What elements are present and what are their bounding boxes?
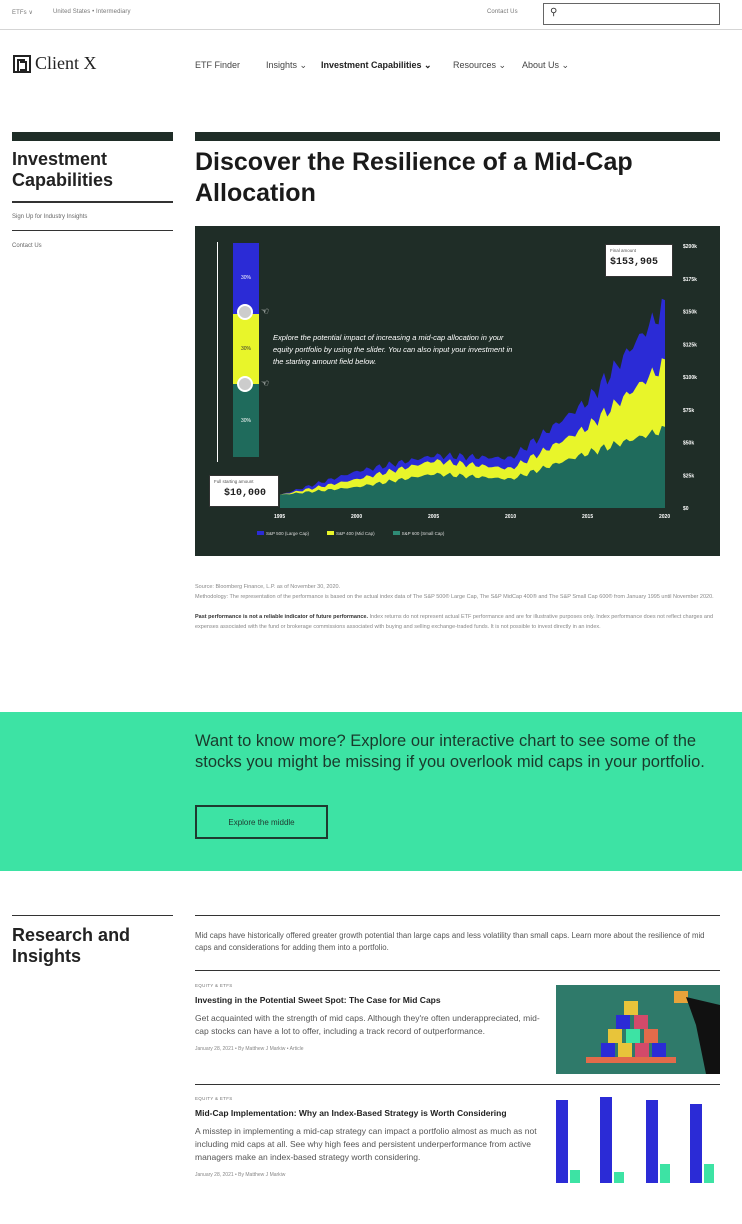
starting-amount-value: $10,000	[224, 488, 267, 499]
divider	[12, 915, 173, 916]
banner-text: Want to know more? Explore our interactive chart to see some of the stocks you might be missing if you overlook mid caps in your portfolio.	[195, 732, 705, 771]
explore-button[interactable]: Explore the middle	[195, 805, 328, 839]
allocation-slider[interactable]	[233, 243, 259, 457]
article-title[interactable]: Investing in the Potential Sweet Spot: The Case for Mid Caps	[195, 995, 441, 1005]
contact-link[interactable]: Contact Us	[487, 9, 518, 15]
drag-hand-icon: ☜	[261, 306, 270, 316]
search-input[interactable]	[543, 3, 720, 25]
slider-small-segment: 30%	[233, 384, 259, 457]
nav-investment-capabilities[interactable]: Investment Capabilities ⌄	[321, 60, 432, 70]
article-thumbnail[interactable]	[556, 985, 720, 1074]
divider	[195, 1084, 720, 1085]
sidebar-top-bar	[12, 132, 173, 141]
x-tick-label: 2020	[659, 514, 671, 520]
main-top-bar	[195, 132, 720, 141]
chevron-down-icon: ⌄	[299, 60, 308, 70]
article-tag: EQUITY & ETFS	[195, 1096, 233, 1101]
final-amount-box	[605, 244, 673, 277]
starting-amount-label: Full starting amount	[214, 479, 254, 484]
y-tick-label: $125k	[683, 342, 697, 349]
article-card[interactable]	[195, 1096, 540, 1178]
starting-amount-input[interactable]	[209, 475, 279, 507]
research-title: Research and Insights	[12, 925, 131, 966]
brand-logo[interactable]	[13, 53, 97, 74]
search-icon: ⚲	[550, 7, 558, 18]
chart-legend	[257, 531, 444, 536]
x-tick-label: 2010	[505, 514, 517, 520]
chevron-down-icon: ⌄	[561, 60, 570, 70]
slider-large-segment: 30%	[233, 243, 259, 314]
y-tick-label: $200k	[683, 244, 697, 250]
slider-mid-segment: 30%	[233, 314, 259, 385]
article-tag: EQUITY & ETFS	[195, 983, 233, 988]
methodology-note: Methodology: The representation of the performance is based on the actual index data of The S&P 500® Large Cap, The S&P MidCap 400® and The S&P Small Cap 600® from January 1995 until November 2020.	[195, 594, 714, 600]
region-selector[interactable]: United States • Intermediary	[53, 9, 131, 15]
final-amount-label: Final amount	[610, 248, 637, 253]
chart-notes	[195, 582, 715, 632]
drag-hand-icon: ☜	[261, 378, 270, 388]
slider-handle-bottom[interactable]	[237, 376, 253, 392]
brand-name: Client X	[35, 53, 97, 73]
research-intro: Mid caps have historically offered greater growth potential than large caps and less volatility than small caps. Learn more about the resilience of mid caps and considerations for adding them into a portfolio.	[195, 931, 705, 952]
logo-icon	[13, 55, 31, 73]
article-title[interactable]: Mid-Cap Implementation: Why an Index-Based Strategy is Worth Considering	[195, 1108, 507, 1118]
sidebar-contact-link[interactable]: Contact Us	[12, 243, 42, 249]
nav-etf-finder[interactable]: ETF Finder	[195, 60, 241, 70]
bar-illustration-icon	[556, 1094, 720, 1183]
y-tick-label: $75k	[683, 407, 695, 414]
chart-instructions: Explore the potential impact of increasing a mid-cap allocation in your equity portfolio by using the slider. You can also input your investment in the starting amount field below.	[273, 333, 513, 366]
article-card[interactable]	[195, 983, 540, 1052]
y-tick-label: $25k	[683, 473, 695, 480]
article-description: A misstep in implementing a mid-cap strategy can impact a portfolio almost as much as not including mid caps at all. See why high fees and persistent underperformance from active managers make an index-based strategy worth considering.	[195, 1126, 537, 1162]
divider	[195, 915, 720, 916]
article-thumbnail[interactable]	[556, 1094, 720, 1183]
disclaimer: Past performance is not a reliable indicator of future performance. Index returns do not represent actual ETF performance and are for illustrative purposes only. Index performance does not reflect charges and expenses associated with the fund or brokerage commissions associated with buying and selling exchange-traded funds. It is not possible to invest directly in an index.	[195, 614, 714, 630]
x-tick-label: 2015	[582, 514, 594, 520]
final-amount-value: $153,905	[610, 257, 659, 268]
x-tick-label: 1995	[274, 514, 286, 520]
article-description: Get acquainted with the strength of mid caps. Although they're often underappreciated, mid-cap stocks can have a lot to offer, including a track record of outperformance.	[195, 1013, 540, 1036]
blocks-illustration-icon	[556, 985, 720, 1074]
y-tick-label: $100k	[683, 375, 697, 381]
allocation-chart[interactable]	[195, 226, 720, 556]
article-meta: January 28, 2021 • By Matthew J Markiw	[195, 1172, 286, 1178]
nav-about-us[interactable]: About Us ⌄	[522, 60, 570, 70]
nav-resources[interactable]: Resources ⌄	[453, 60, 507, 70]
sidebar-title: Investment Capabilities	[12, 149, 114, 190]
slider-scale	[217, 242, 221, 462]
article-meta: January 28, 2021 • By Matthew J Markiw • Article	[195, 1046, 304, 1052]
nav-insights[interactable]: Insights ⌄	[266, 60, 308, 70]
divider	[195, 970, 720, 971]
x-tick-label: 2005	[428, 514, 440, 520]
y-tick-label: $175k	[683, 276, 697, 283]
source-note: Source: Bloomberg Finance, L.P. as of November 30, 2020.	[195, 584, 341, 590]
legend-item: S&P 400 (Mid Cap)	[327, 531, 375, 536]
slider-handle-top[interactable]	[237, 304, 253, 320]
chevron-down-icon: ⌄	[498, 60, 507, 70]
etfs-menu[interactable]: ETFs ∨	[12, 10, 33, 16]
chevron-down-icon: ⌄	[424, 60, 432, 70]
legend-item: S&P 600 (Small Cap)	[393, 531, 445, 536]
signup-link[interactable]: Sign Up for Industry Insights	[12, 214, 88, 220]
y-tick-label: $0	[683, 506, 689, 512]
divider	[12, 201, 173, 203]
page-title: Discover the Resilience of a Mid-Cap Allocation	[195, 148, 633, 207]
y-tick-label: $150k	[683, 309, 697, 316]
y-tick-label: $50k	[683, 440, 695, 447]
x-tick-label: 2000	[351, 514, 363, 520]
legend-item: S&P 500 (Large Cap)	[257, 531, 309, 536]
divider	[12, 230, 173, 231]
